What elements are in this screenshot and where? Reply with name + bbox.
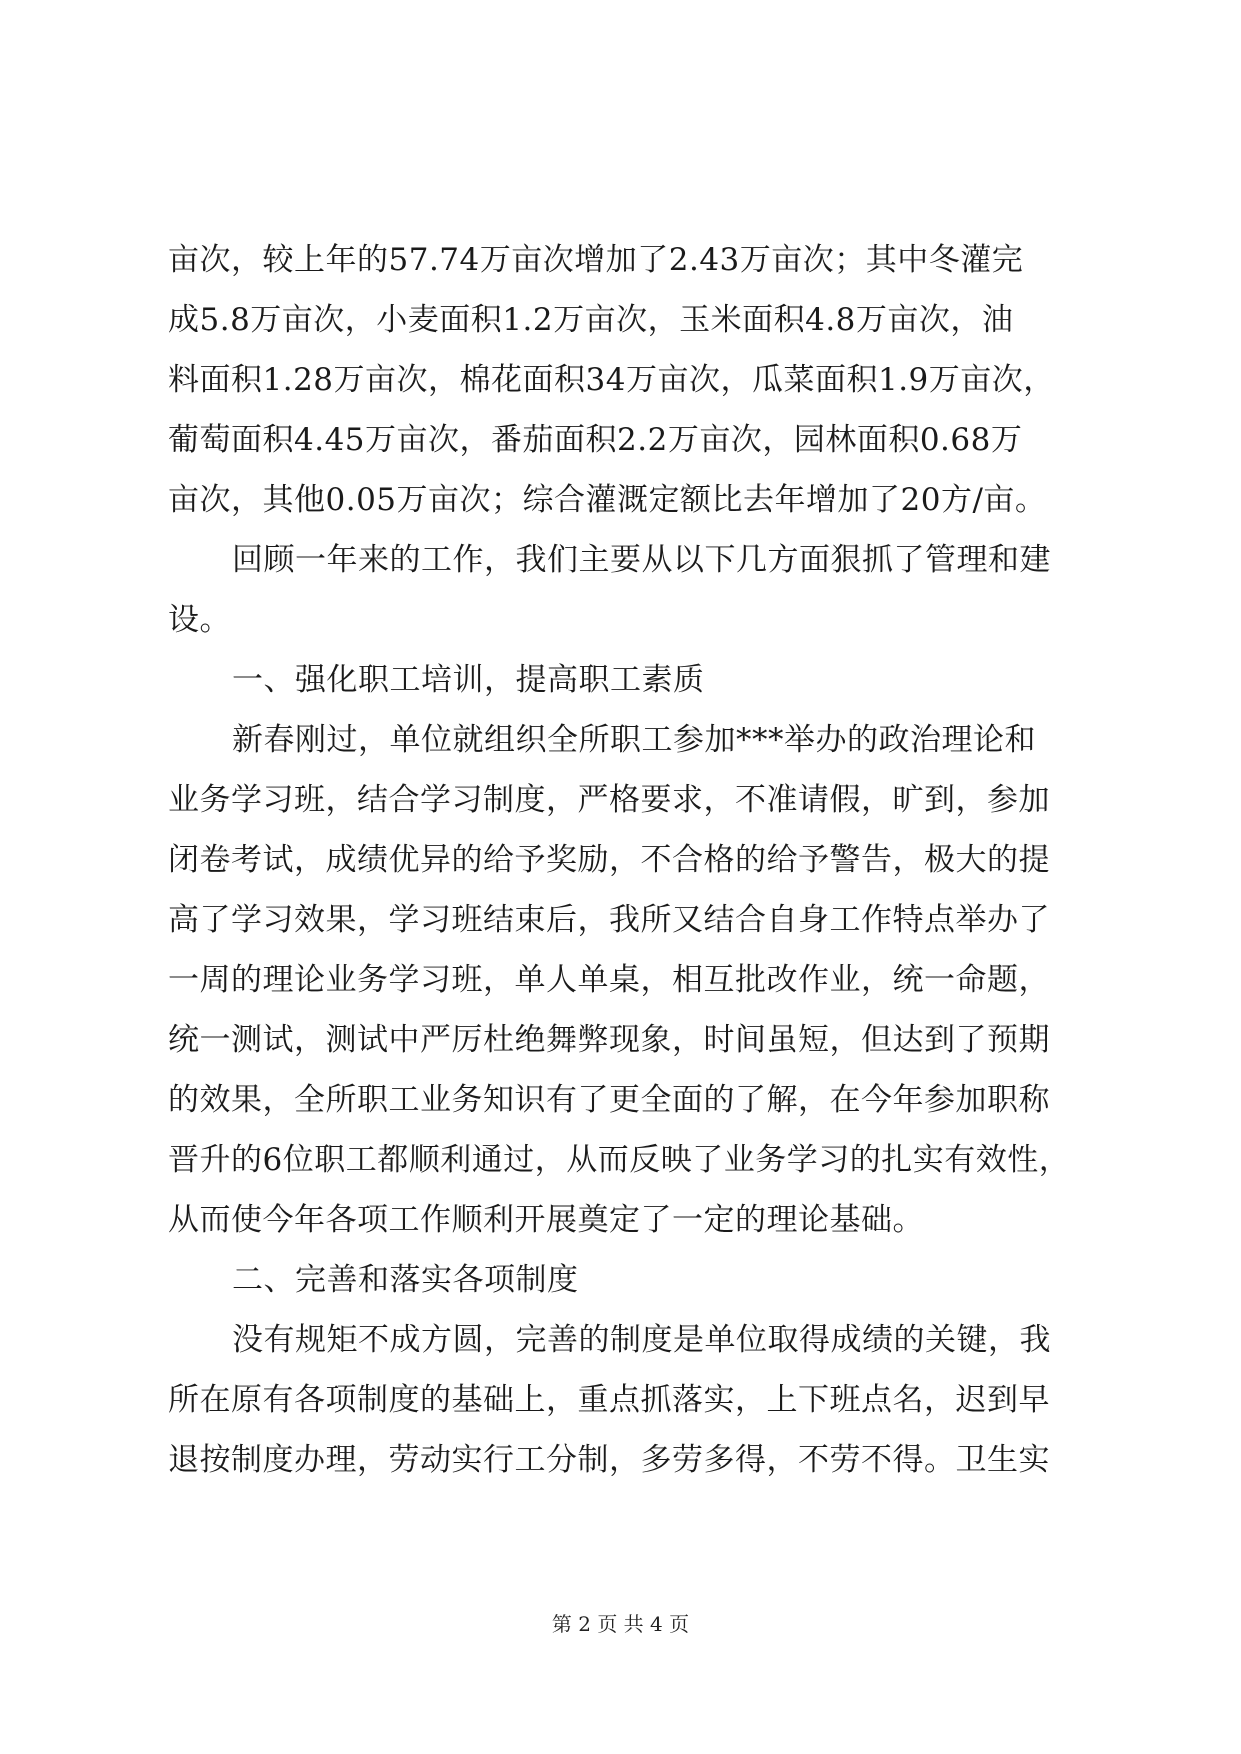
text-line: 高了学习效果，学习班结束后，我所又结合自身工作特点举办了 xyxy=(168,902,1050,938)
text-line: 退按制度办理，劳动实行工分制，多劳多得，不劳不得。卫生实 xyxy=(168,1442,1050,1478)
text-line: 亩次，较上年的57.74万亩次增加了2.43万亩次；其中冬灌完 xyxy=(168,242,1024,278)
document-body xyxy=(168,230,1080,1490)
text-line: 成5.8万亩次，小麦面积1.2万亩次，玉米面积4.8万亩次，油 xyxy=(168,302,1014,338)
text-line: 晋升的6位职工都顺利通过，从而反映了业务学习的扎实有效性， xyxy=(168,1142,1071,1178)
text-line: 回顾一年来的工作，我们主要从以下几方面狠抓了管理和建 xyxy=(232,542,1051,578)
text-line: 新春刚过，单位就组织全所职工参加***举办的政治理论和 xyxy=(232,722,1036,758)
page-number-footer: 第 2 页 共 4 页 xyxy=(551,1612,690,1636)
text-line: 亩次，其他0.05万亩次；综合灌溉定额比去年增加了20方/亩。 xyxy=(168,482,1047,518)
text-line: 一周的理论业务学习班，单人单桌，相互批改作业，统一命题， xyxy=(168,962,1050,998)
text-line: 闭卷考试，成绩优异的给予奖励，不合格的给予警告，极大的提 xyxy=(168,842,1050,878)
text-line: 所在原有各项制度的基础上，重点抓落实，上下班点名，迟到早 xyxy=(168,1382,1050,1418)
section-heading: 二、完善和落实各项制度 xyxy=(232,1262,579,1298)
text-line: 从而使今年各项工作顺利开展奠定了一定的理论基础。 xyxy=(168,1202,924,1238)
text-line: 的效果，全所职工业务知识有了更全面的了解，在今年参加职称 xyxy=(168,1082,1050,1118)
text-line: 统一测试，测试中严厉杜绝舞弊现象，时间虽短，但达到了预期 xyxy=(168,1022,1050,1058)
text-line: 业务学习班，结合学习制度，严格要求，不准请假，旷到，参加 xyxy=(168,782,1050,818)
text-line: 设。 xyxy=(168,602,231,638)
text-line: 料面积1.28万亩次，棉花面积34万亩次，瓜菜面积1.9万亩次， xyxy=(168,362,1055,398)
text-line: 没有规矩不成方圆，完善的制度是单位取得成绩的关键，我 xyxy=(232,1322,1051,1358)
section-heading: 一、强化职工培训，提高职工素质 xyxy=(232,662,705,698)
text-line: 葡萄面积4.45万亩次，番茄面积2.2万亩次，园林面积0.68万 xyxy=(168,422,1023,458)
